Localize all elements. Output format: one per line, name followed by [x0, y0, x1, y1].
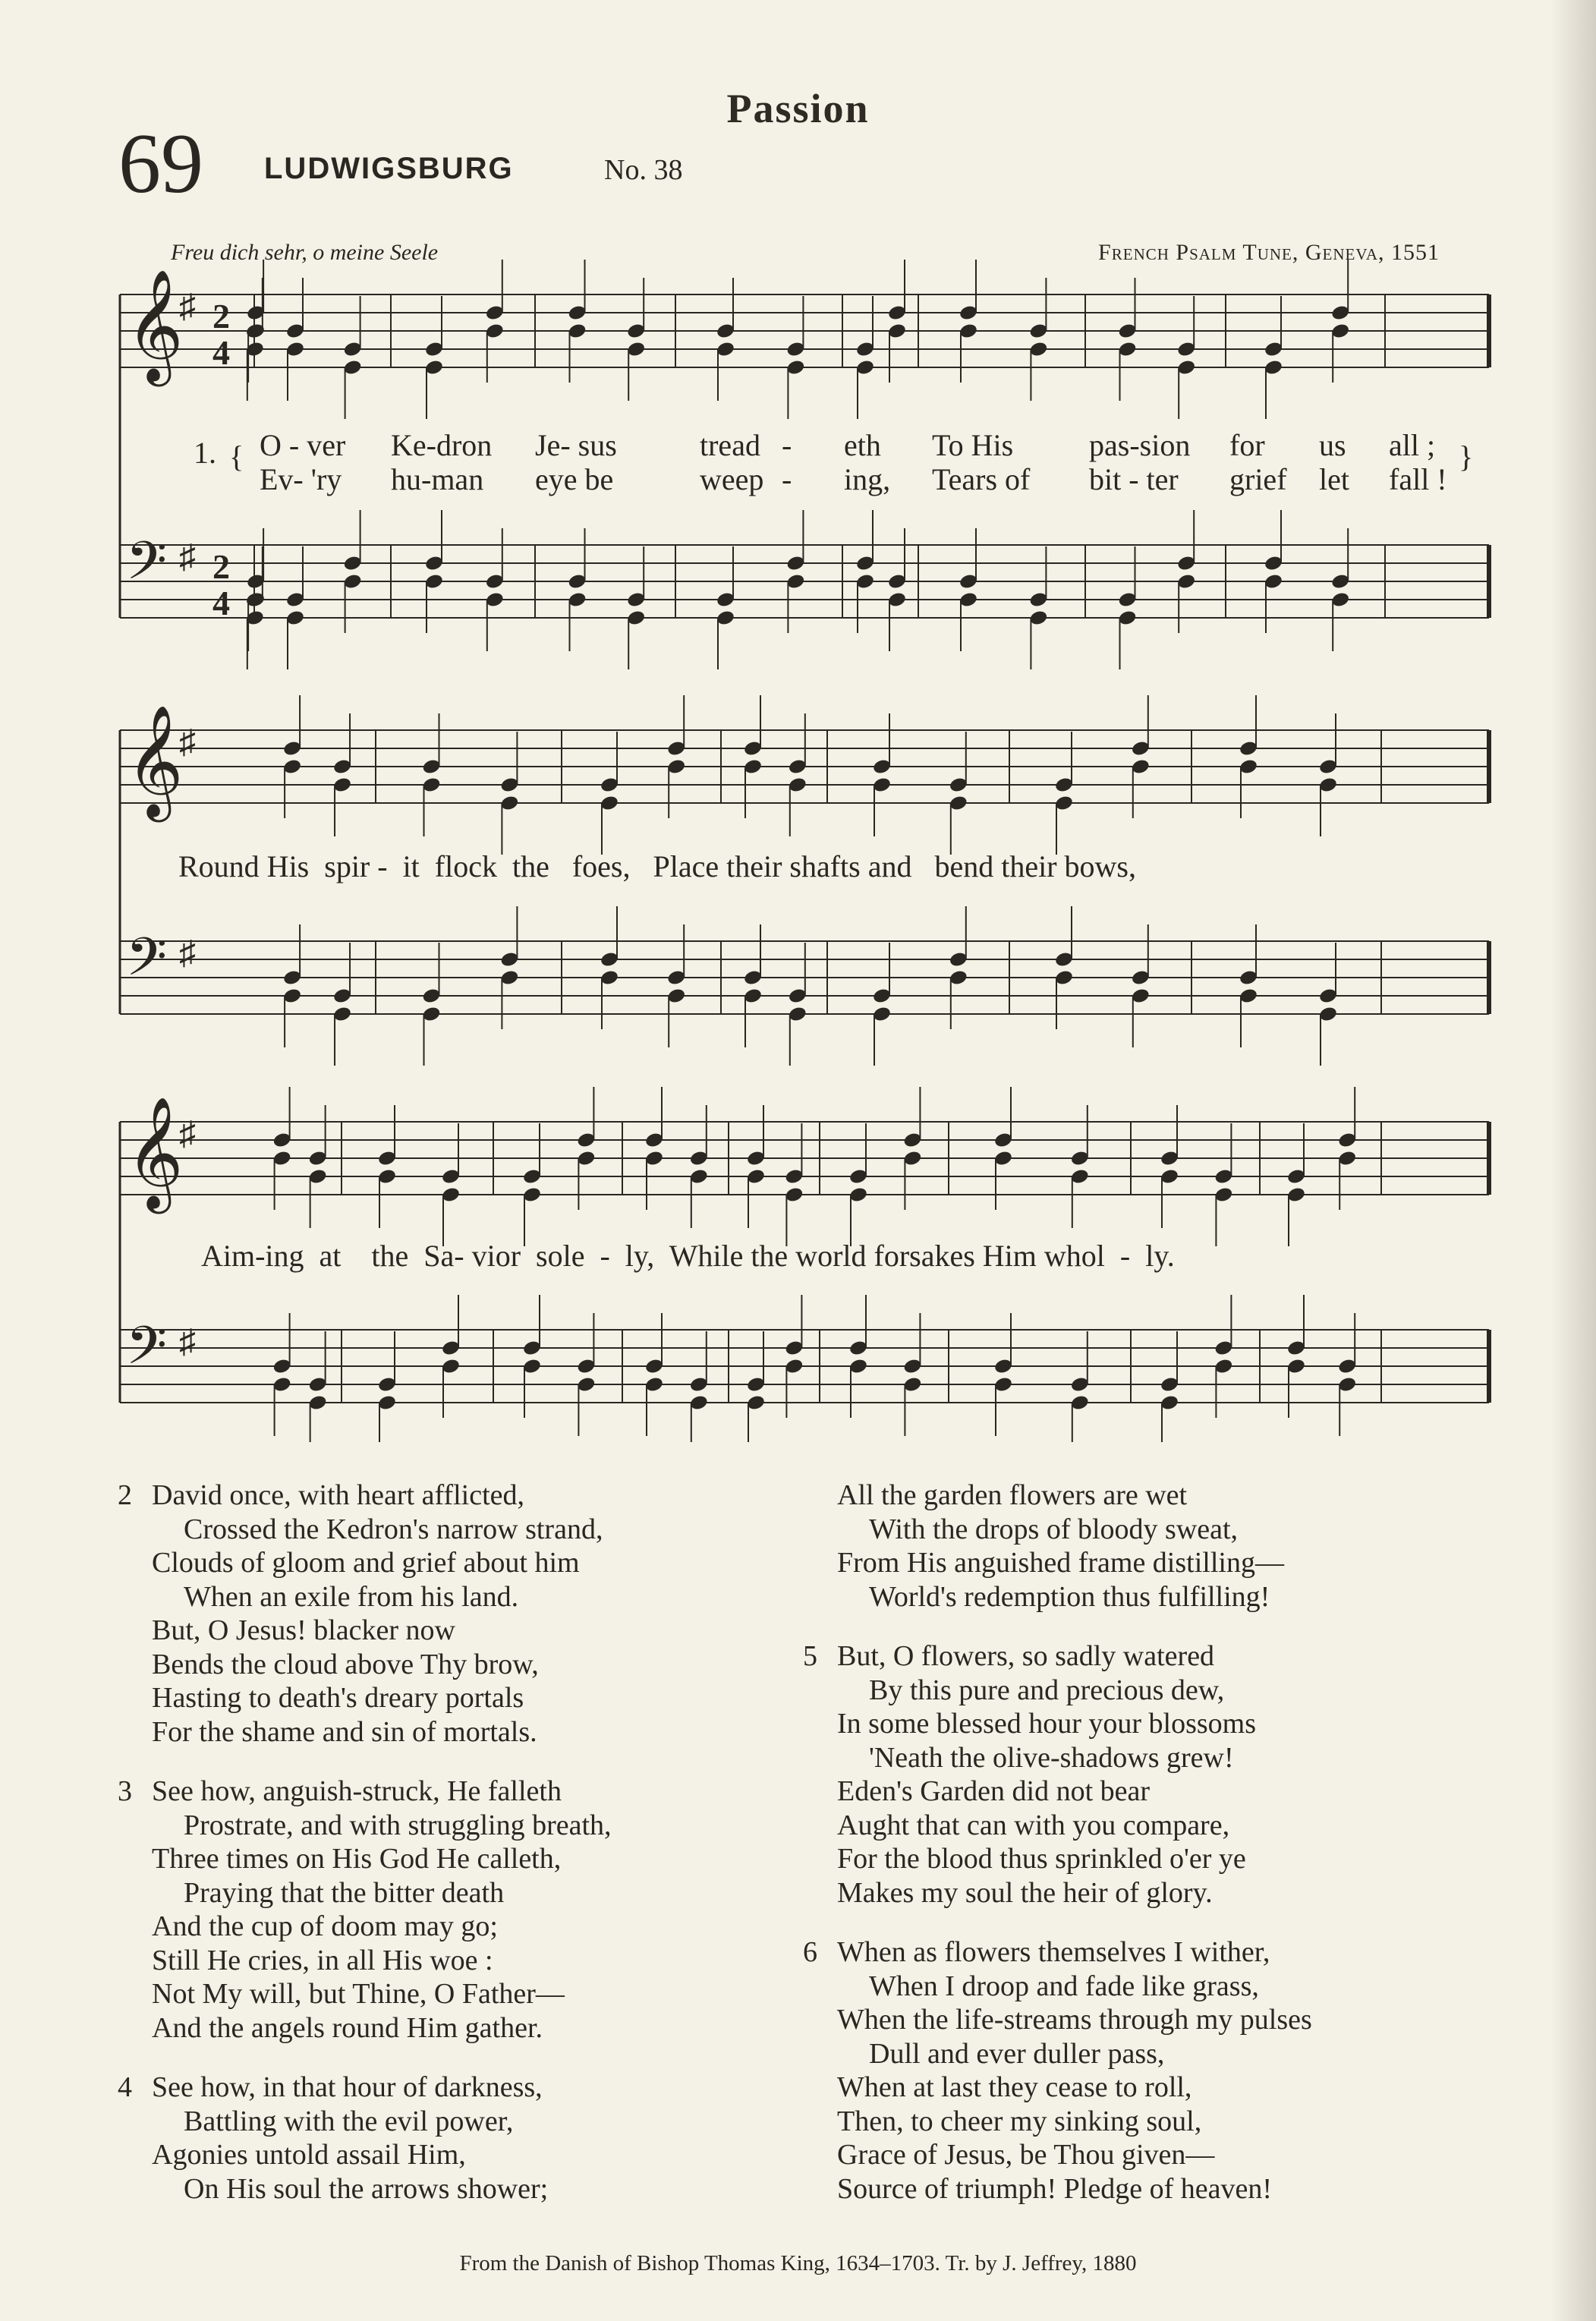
lyric-syllable: Tears of	[932, 462, 1031, 496]
verse-line: Dull and ever duller pass,	[869, 2037, 1165, 2070]
verse-line: World's redemption thus fulfilling!	[869, 1580, 1270, 1613]
verse	[118, 1775, 612, 2045]
verse-line: Grace of Jesus, be Thou given—	[837, 2139, 1215, 2171]
time-signature-bottom: 4	[212, 333, 230, 372]
section-header: Passion	[726, 86, 870, 131]
verse	[118, 2071, 612, 2206]
system-3-lyrics: Aim-ing at the Sa- vior sole - ly, While the world forsakes Him whol - ly.	[201, 1239, 1175, 1273]
verse	[118, 1479, 612, 1749]
key-signature-sharp-icon: ♯	[179, 1323, 196, 1360]
system-1-lyrics-line-1	[260, 428, 1435, 462]
lyric-syllable: tread	[700, 428, 760, 462]
key-signature-sharp-icon: ♯	[179, 723, 196, 761]
verse-line: Makes my soul the heir of glory.	[837, 1876, 1213, 1909]
verse-number: 3	[118, 1775, 132, 1807]
bass-clef-icon: 𝄢	[126, 929, 168, 1000]
verse-line: For the blood thus sprinkled o'er ye	[837, 1843, 1246, 1875]
key-signature-sharp-icon: ♯	[179, 288, 196, 325]
time-signature-top: 2	[212, 297, 230, 335]
verse-line: Prostrate, and with struggling breath,	[184, 1809, 612, 1841]
verse-line: In some blessed hour your blossoms	[837, 1708, 1257, 1740]
lyric-syllable: bit - ter	[1089, 462, 1179, 496]
verse-line: But, O Jesus! blacker now	[152, 1614, 455, 1646]
verse-line: By this pure and precious dew,	[869, 1674, 1225, 1706]
verse	[837, 1479, 1312, 1614]
verse-line: But, O flowers, so sadly watered	[837, 1640, 1215, 1672]
verse-line: Three times on His God He calleth,	[152, 1843, 562, 1875]
verses-left-column	[118, 1479, 612, 2231]
lyric-syllable: Ev- 'ry	[260, 462, 342, 496]
verse-line: Agonies untold assail Him,	[152, 2139, 466, 2171]
lyric-syllable: -	[782, 462, 792, 496]
verse-line: Crossed the Kedron's narrow strand,	[184, 1513, 603, 1545]
verse-line: Not My will, but Thine, O Father—	[152, 1978, 565, 2010]
lyric-syllable: let	[1319, 462, 1349, 496]
lyric-syllable: fall !	[1389, 462, 1447, 496]
system-1-lyrics-line-2	[260, 462, 1447, 496]
verse-line: With the drops of bloody sweat,	[869, 1513, 1239, 1545]
verse-number: 4	[118, 2071, 132, 2103]
tune-source: Freu dich sehr, o meine Seele	[171, 240, 439, 265]
verse-line: When an exile from his land.	[184, 1580, 519, 1613]
verse-number: 6	[803, 1936, 817, 1968]
lyric-syllable: -	[782, 428, 792, 462]
verse	[803, 1935, 1312, 2206]
lyric-syllable: Ke-dron	[391, 428, 493, 462]
brace-right: }	[1459, 439, 1474, 474]
verse-line: David once, with heart afflicted,	[152, 1479, 524, 1511]
time-signature-bottom: 4	[212, 584, 230, 622]
verse-line: Source of triumph! Pledge of heaven!	[837, 2172, 1272, 2205]
verse-line: Clouds of gloom and grief about him	[152, 1547, 580, 1579]
verse-line: Still He cries, in all His woe :	[152, 1944, 493, 1976]
verse-line: When at last they cease to roll,	[837, 2071, 1192, 2103]
lyric-syllable: for	[1229, 428, 1265, 462]
lyric-syllable: grief	[1229, 462, 1287, 496]
verse-line: And the cup of doom may go;	[152, 1910, 498, 1942]
key-signature-sharp-icon: ♯	[179, 538, 196, 575]
treble-clef-icon: 𝄞	[126, 707, 184, 815]
lyric-syllable: To His	[932, 428, 1014, 462]
verse-line: On His soul the arrows shower;	[184, 2172, 549, 2205]
verse-line: When as flowers themselves I wither,	[837, 1936, 1270, 1968]
verse	[803, 1639, 1312, 1910]
tune-composer: French Psalm Tune, Geneva, 1551	[1098, 240, 1440, 265]
lyric-syllable: ing,	[844, 462, 891, 496]
verse-line: Then, to cheer my sinking soul,	[837, 2105, 1202, 2137]
time-signature-top: 2	[212, 547, 230, 586]
verse-line: When I droop and fade like grass,	[869, 1970, 1259, 2002]
bass-clef-icon: 𝄢	[126, 1318, 168, 1388]
tune-name: LUDWIGSBURG	[264, 152, 514, 185]
verses-right-column	[803, 1479, 1312, 2231]
verse-line: When the life-streams through my pulses	[837, 2004, 1312, 2036]
lyric-syllable: eye be	[535, 462, 614, 496]
verse-line: Battling with the evil power,	[184, 2105, 514, 2137]
verse-line: And the angels round Him gather.	[152, 2011, 543, 2044]
verse-line: See how, in that hour of darkness,	[152, 2071, 543, 2103]
verse-1-number: 1.	[194, 436, 216, 470]
lyric-syllable: Je- sus	[535, 428, 617, 462]
verse-number: 5	[803, 1640, 817, 1672]
verse-line: All the garden flowers are wet	[837, 1479, 1188, 1511]
verse-line: See how, anguish-struck, He falleth	[152, 1775, 562, 1807]
lyric-syllable: weep	[700, 462, 764, 496]
verse-line: Aught that can with you compare,	[837, 1809, 1230, 1841]
verse-line: Praying that the bitter death	[184, 1876, 505, 1909]
verse-line: 'Neath the olive-shadows grew!	[869, 1741, 1234, 1774]
verse-line: Bends the cloud above Thy brow,	[152, 1648, 539, 1680]
brace-left: {	[229, 439, 244, 474]
translation-credit: From the Danish of Bishop Thomas King, 1634–1703. Tr. by J. Jeffrey, 1880	[459, 2251, 1137, 2275]
system-2-lyrics: Round His spir - it flock the foes, Place their shafts and bend their bows,	[178, 849, 1136, 883]
verse-line: From His anguished frame distilling—	[837, 1547, 1284, 1579]
treble-clef-icon: 𝄞	[126, 1099, 184, 1207]
lyric-syllable: all ;	[1389, 428, 1436, 462]
lyric-syllable: us	[1319, 428, 1346, 462]
lyric-syllable: pas-sion	[1089, 428, 1191, 462]
treble-clef-icon: 𝄞	[126, 272, 184, 379]
verse-number: 2	[118, 1479, 132, 1511]
lyric-syllable: eth	[844, 428, 881, 462]
verse-line: For the shame and sin of mortals.	[152, 1715, 537, 1748]
key-signature-sharp-icon: ♯	[179, 1115, 196, 1152]
lyric-syllable: hu-man	[391, 462, 484, 496]
lyric-syllable: O - ver	[260, 428, 346, 462]
meter-number: No. 38	[604, 154, 683, 186]
hymn-number: 69	[118, 117, 203, 211]
verse-line: Hasting to death's dreary portals	[152, 1682, 524, 1714]
verse-line: Eden's Garden did not bear	[837, 1775, 1151, 1807]
key-signature-sharp-icon: ♯	[179, 934, 196, 972]
bass-clef-icon: 𝄢	[126, 533, 168, 603]
